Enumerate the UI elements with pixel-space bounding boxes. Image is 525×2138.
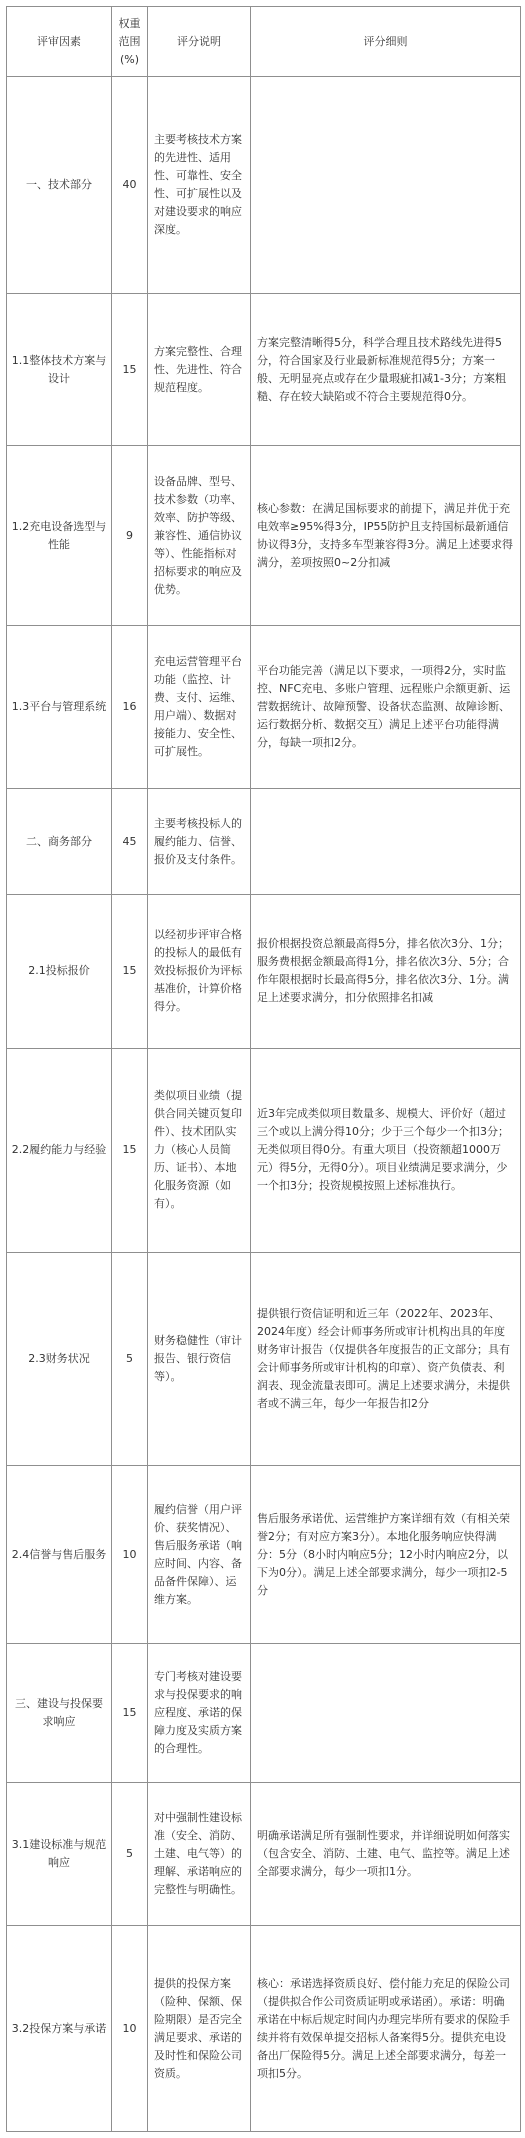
weight-cell: 15 xyxy=(112,1048,148,1252)
factor-cell: 一、技术部分 xyxy=(7,77,112,294)
weight-cell: 40 xyxy=(112,77,148,294)
description-cell: 财务稳健性（审计报告、银行资信等）。 xyxy=(148,1252,251,1466)
weight-cell: 5 xyxy=(112,1252,148,1466)
details-cell: 近3年完成类似项目数量多、规模大、评价好（超过三个或以上满分得10分；少于三个每少一个扣3分；无类似项目得0分。有重大项目（投资额超1000万元）得5分，无得0分）。项目业绩满足要求满分，少一个扣3分；投资规模按照上述标准执行。 xyxy=(251,1048,521,1252)
description-cell: 提供的投保方案（险种、保额、保险期限）是否完全满足要求、承诺的及时性和保险公司资质。 xyxy=(148,1926,251,2132)
table-row xyxy=(7,894,521,1048)
description-cell: 充电运营管理平台功能（监控、计费、支付、运维、用户端）、数据对接能力、安全性、可扩展性。 xyxy=(148,625,251,789)
factor-cell: 2.3财务状况 xyxy=(7,1252,112,1466)
description-cell: 设备品牌、型号、技术参数（功率、效率、防护等级、兼容性、通信协议等）、性能指标对招标要求的响应及优势。 xyxy=(148,446,251,626)
header-weight: 权重范围(%) xyxy=(112,7,148,77)
details-cell xyxy=(251,77,521,294)
weight-cell: 5 xyxy=(112,1783,148,1926)
details-cell: 方案完整清晰得5分，科学合理且技术路线先进得5分，符合国家及行业最新标准规范得5分；方案一般、无明显亮点或存在少量瑕疵扣减1-3分；方案粗糙、存在较大缺陷或不符合主要规范得0分。 xyxy=(251,294,521,446)
table-body xyxy=(7,77,521,2132)
header-row xyxy=(7,7,521,77)
description-cell: 主要考核投标人的履约能力、信誉、报价及支付条件。 xyxy=(148,789,251,894)
description-cell: 主要考核技术方案的先进性、适用性、可靠性、安全性、可扩展性以及对建设要求的响应深度。 xyxy=(148,77,251,294)
table-row xyxy=(7,77,521,294)
table-row xyxy=(7,789,521,894)
factor-cell: 1.2充电设备选型与性能 xyxy=(7,446,112,626)
weight-cell: 16 xyxy=(112,625,148,789)
factor-cell: 3.1建设标准与规范响应 xyxy=(7,1783,112,1926)
table-row xyxy=(7,1252,521,1466)
description-cell: 专门考核对建设要求与投保要求的响应程度、承诺的保障力度及实质方案的合理性。 xyxy=(148,1643,251,1783)
table-row xyxy=(7,1466,521,1643)
table-row xyxy=(7,1926,521,2132)
table-row xyxy=(7,1048,521,1252)
weight-cell: 15 xyxy=(112,894,148,1048)
description-cell: 类似项目业绩（提供合同关键页复印件）、技术团队实力（核心人员简历、证书）、本地化服务资源（如有）。 xyxy=(148,1048,251,1252)
header-factor: 评审因素 xyxy=(7,7,112,77)
details-cell: 核心：承诺选择资质良好、偿付能力充足的保险公司（提供拟合作公司资质证明或承诺函）。承诺：明确承诺在中标后规定时间内办理完毕所有要求的保险手续并将有效保单提交招标人备案得5分。提供充电设备出厂保险得5分。满足上述全部要求满分，每差一项扣5分。 xyxy=(251,1926,521,2132)
table-row xyxy=(7,625,521,789)
scoring-table xyxy=(6,6,521,2132)
description-cell: 以经初步评审合格的投标人的最低有效投标报价为评标基准价，计算价格得分。 xyxy=(148,894,251,1048)
table-row xyxy=(7,446,521,626)
weight-cell: 9 xyxy=(112,446,148,626)
description-cell: 对中强制性建设标准（安全、消防、土建、电气等）的理解、承诺响应的完整性与明确性。 xyxy=(148,1783,251,1926)
details-cell: 报价根据投资总额最高得5分，排名依次3分、1分；服务费根据金额最高得1分，排名依次3分、5分；合作年限根据时长最高得5分，排名依次3分、1分。满足上述要求满分，扣分依照排名扣减 xyxy=(251,894,521,1048)
factor-cell: 1.1整体技术方案与设计 xyxy=(7,294,112,446)
weight-cell: 10 xyxy=(112,1466,148,1643)
header-description: 评分说明 xyxy=(148,7,251,77)
description-cell: 履约信誉（用户评价、获奖情况）、售后服务承诺（响应时间、内容、备品备件保障）、运维方案。 xyxy=(148,1466,251,1643)
description-cell: 方案完整性、合理性、先进性、符合规范程度。 xyxy=(148,294,251,446)
details-cell xyxy=(251,789,521,894)
weight-cell: 15 xyxy=(112,294,148,446)
factor-cell: 2.1投标报价 xyxy=(7,894,112,1048)
table-row xyxy=(7,1783,521,1926)
details-cell: 平台功能完善（满足以下要求，一项得2分，实时监控、NFC充电、多账户管理、远程账户余额更新、运营数据统计、故障预警、设备状态监测、故障诊断、运行数据分析、数据交互）满足上述平台功能得满分，每缺一项扣2分。 xyxy=(251,625,521,789)
factor-cell: 2.2履约能力与经验 xyxy=(7,1048,112,1252)
weight-cell: 45 xyxy=(112,789,148,894)
header-details: 评分细则 xyxy=(251,7,521,77)
table-row xyxy=(7,1643,521,1783)
weight-cell: 15 xyxy=(112,1643,148,1783)
factor-cell: 三、建设与投保要求响应 xyxy=(7,1643,112,1783)
factor-cell: 3.2投保方案与承诺 xyxy=(7,1926,112,2132)
factor-cell: 二、商务部分 xyxy=(7,789,112,894)
weight-cell: 10 xyxy=(112,1926,148,2132)
factor-cell: 1.3平台与管理系统 xyxy=(7,625,112,789)
details-cell: 明确承诺满足所有强制性要求，并详细说明如何落实（包含安全、消防、土建、电气、监控等。满足上述全部要求满分，每少一项扣1分。 xyxy=(251,1783,521,1926)
details-cell: 核心参数：在满足国标要求的前提下，满足并优于充电效率≥95%得3分，IP55防护且支持国标最新通信协议得3分，支持多车型兼容得3分。满足上述要求得满分，差项按照0~2分扣减 xyxy=(251,446,521,626)
table-row xyxy=(7,294,521,446)
details-cell xyxy=(251,1643,521,1783)
factor-cell: 2.4信誉与售后服务 xyxy=(7,1466,112,1643)
details-cell: 提供银行资信证明和近三年（2022年、2023年、2024年度）经会计师事务所或审计机构出具的年度财务审计报告（仅提供各年度报告的正文部分；具有会计师事务所或审计机构的印章）、资产负债表、利润表、现金流量表即可。满足上述要求满分，未提供者或不满三年，每少一年报告扣2分 xyxy=(251,1252,521,1466)
details-cell: 售后服务承诺优、运营维护方案详细有效（有相关荣誉2分；有对应方案3分）。本地化服务响应快得满分：5分（8小时内响应5分；12小时内响应2分，以下为0分）。满足上述全部要求满分，每少一项扣2-5分 xyxy=(251,1466,521,1643)
